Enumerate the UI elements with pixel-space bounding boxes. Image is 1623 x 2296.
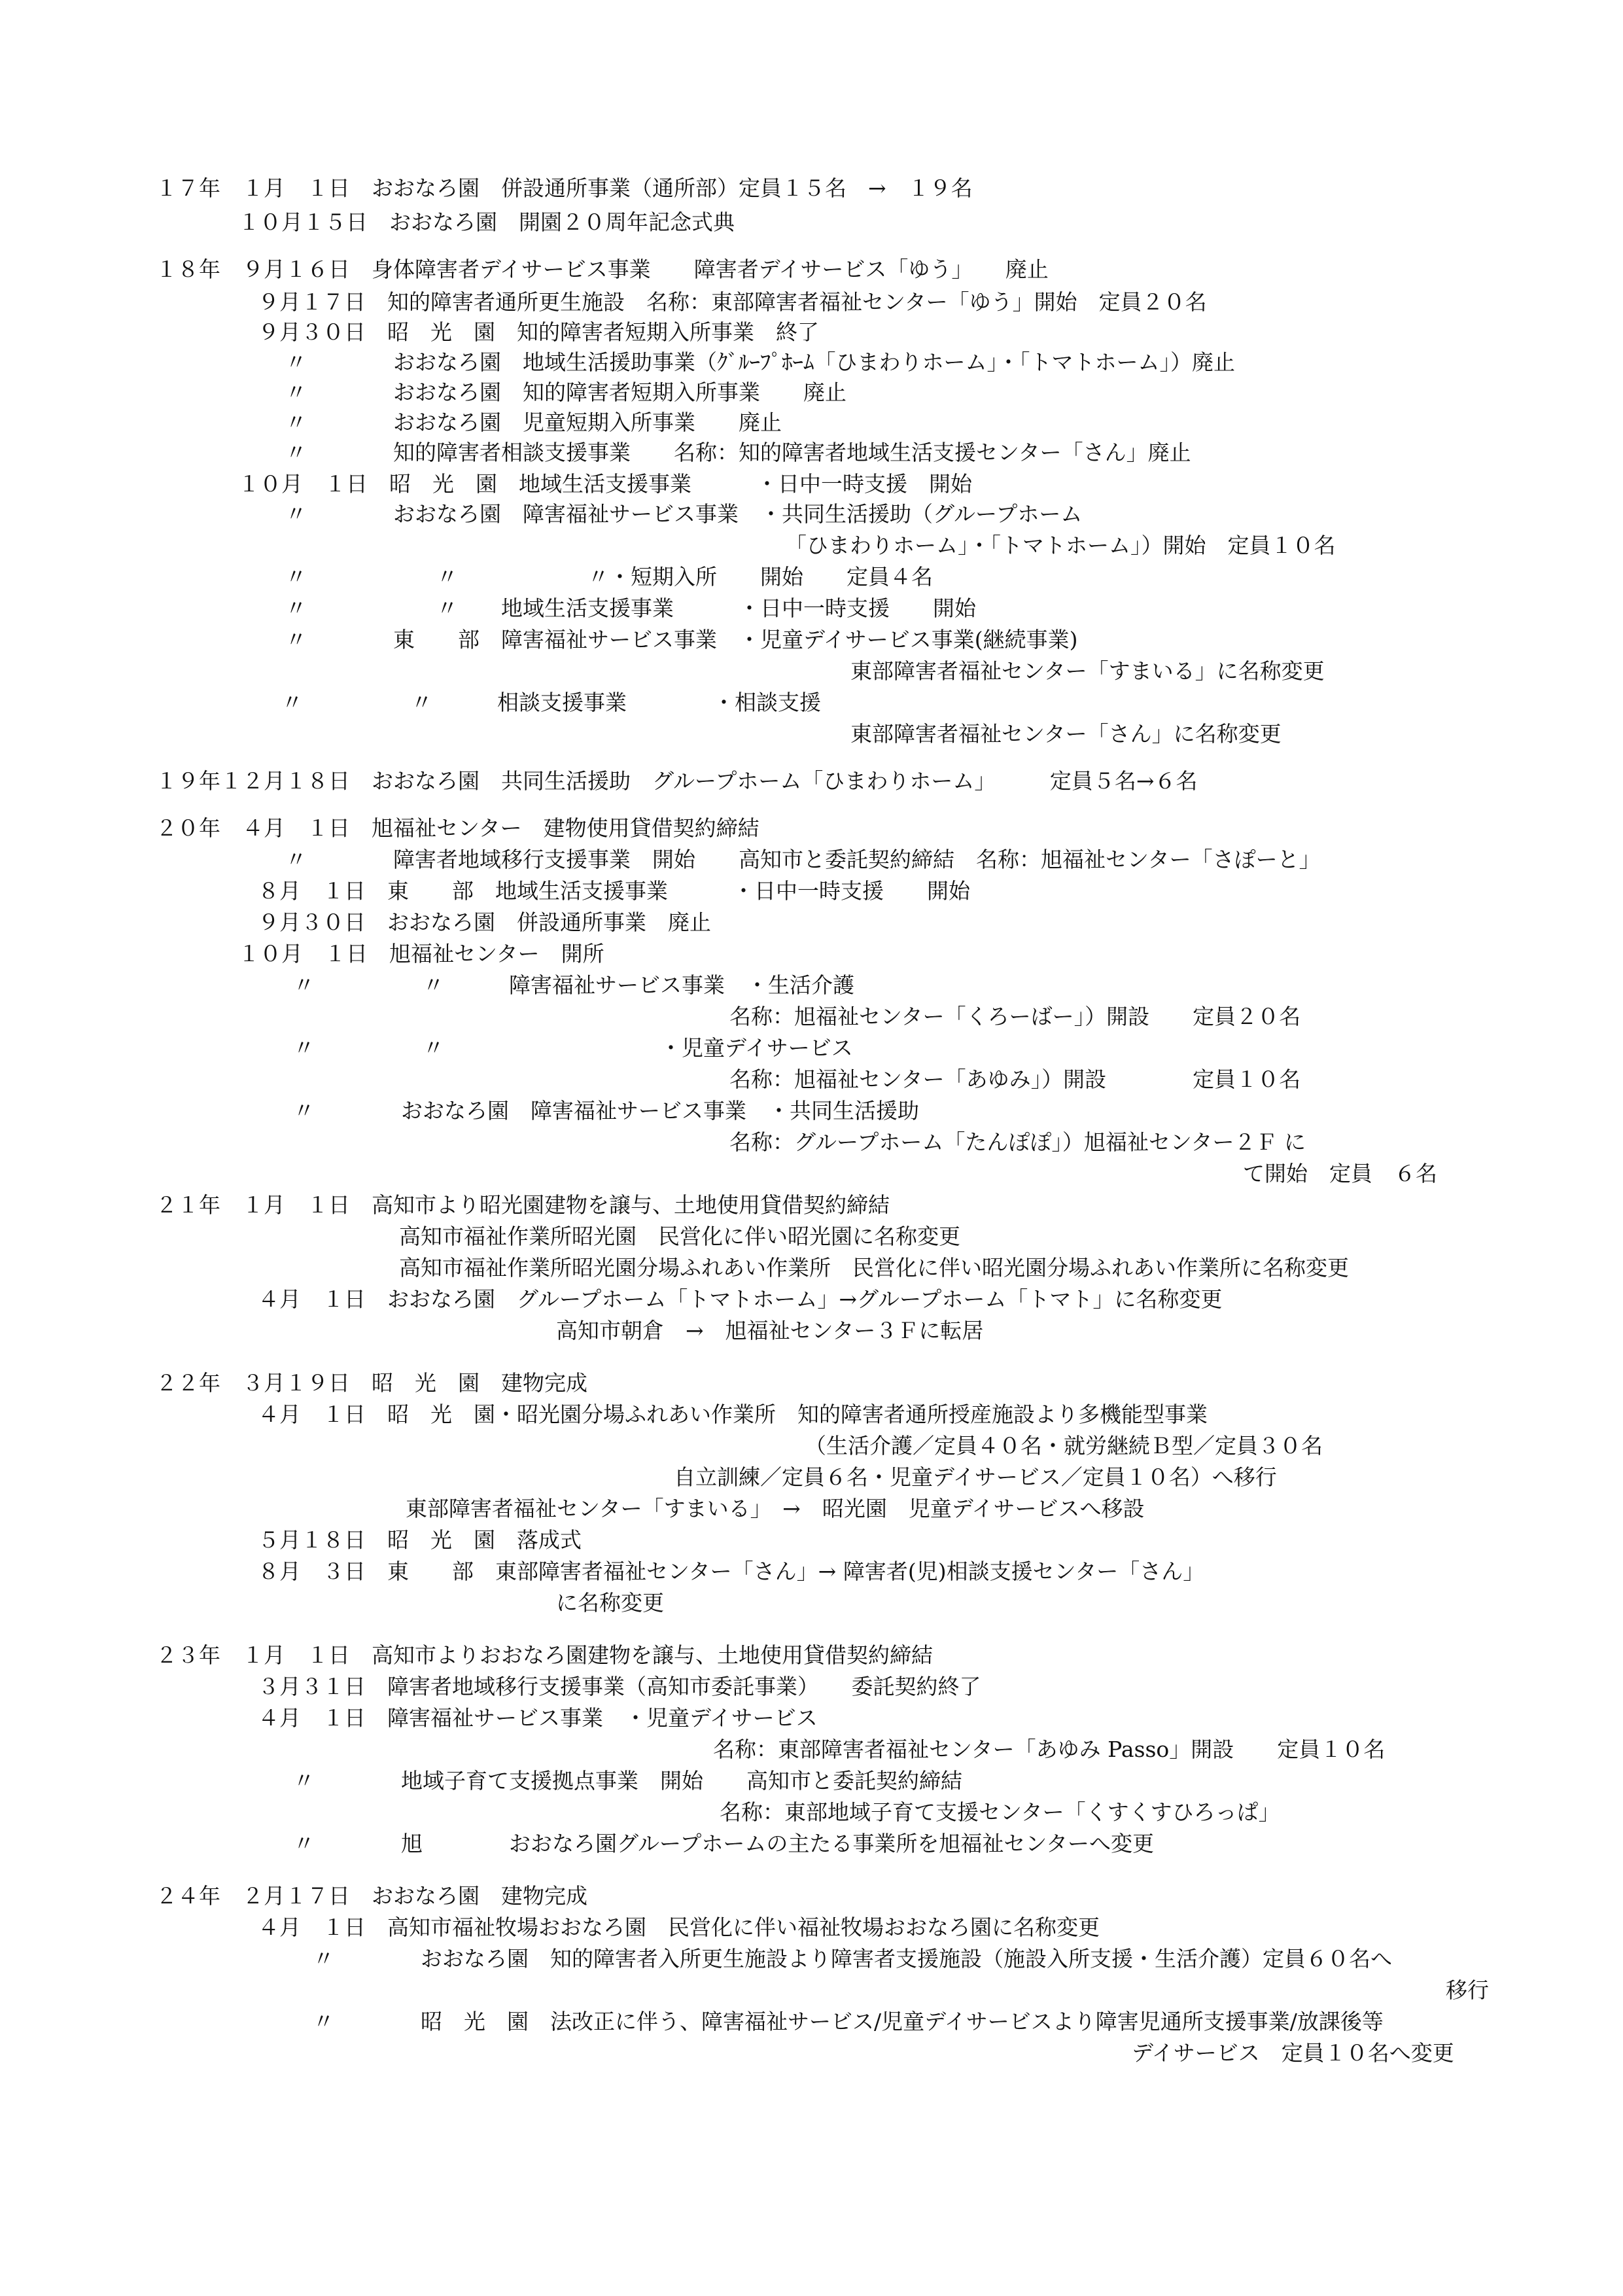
entry-line: 〃 〃 障害福祉サービス事業 ・生活介護 (293, 972, 854, 998)
entry-line: 東部障害者福祉センター「すまいる」 → 昭光園 児童デイサービスへ移設 (406, 1496, 1145, 1521)
entry-line: 名称：グループホーム「たんぽぽ」）旭福祉センター２Ｆ に (729, 1129, 1306, 1155)
entry-line: 「ひまわりホーム」・「トマトホーム」）開始 定員１０名 (785, 533, 1336, 558)
entry-line: 〃 おおなろ園 地域生活援助事業（ｸﾞﾙｰﾌﾟﾎｰﾑ「ひまわりホーム」・「トマトホーム」）廃止 (285, 349, 1235, 375)
entry-line: 〃 障害者地域移行支援事業 開始 高知市と委託契約締結 名称：旭福祉センター「さぽーと」 (285, 847, 1321, 872)
entry-line: ２３年 １月 １日 高知市よりおおなろ園建物を譲与、土地使用貸借契約締結 (156, 1642, 933, 1668)
entry-line: ８月 ３日 東 部 東部障害者福祉センター「さん」→ 障害者(児)相談支援センター「さん」 (258, 1559, 1205, 1584)
entry-line: 〃 知的障害者相談支援事業 名称：知的障害者地域生活支援センター「さん」廃止 (285, 440, 1191, 465)
entry-line: ２２年 ３月１９日 昭 光 園 建物完成 (156, 1370, 587, 1396)
entry-line: 〃 地域子育て支援拠点事業 開始 高知市と委託契約締結 (293, 1768, 962, 1793)
entry-line: ４月 １日 おおなろ園 グループホーム「トマトホーム」→グループホーム「トマト」に名称変更 (258, 1286, 1223, 1312)
entry-line: 高知市朝倉 → 旭福祉センター３Ｆに転居 (556, 1318, 984, 1343)
entry-line: デイサービス 定員１０名へ変更 (1132, 2040, 1454, 2066)
entry-line: 〃 昭 光 園 法改正に伴う、障害福祉サービス/児童デイサービスより障害児通所支援事業/放課後等 (313, 2009, 1384, 2034)
entry-line: ９月１７日 知的障害者通所更生施設 名称：東部障害者福祉センター「ゆう」開始 定員２０名 (258, 289, 1207, 315)
entry-line: 〃 〃 地域生活支援事業 ・日中一時支援 開始 (285, 595, 976, 621)
entry-line: て開始 定員 ６名 (1243, 1161, 1437, 1186)
entry-line: 〃 東 部 障害福祉サービス事業 ・児童デイサービス事業(継続事業) (285, 627, 1078, 652)
entry-line: ５月１８日 昭 光 園 落成式 (258, 1527, 582, 1553)
entry-line: １８年 ９月１６日 身体障害者デイサービス事業 障害者デイサービス「ゆう」 廃止 (156, 256, 1049, 282)
entry-line: 移行 (1446, 1977, 1489, 2003)
entry-line: 名称：東部障害者福祉センター「あゆみ Passo」開設 定員１０名 (713, 1737, 1386, 1762)
entry-line: １９年１２月１８日 おおなろ園 共同生活援助 グループホーム「ひまわりホーム」 定員５名→６名 (156, 768, 1198, 794)
entry-line: ９月３０日 おおなろ園 併設通所事業 廃止 (258, 910, 711, 935)
entry-line: 名称：東部地域子育て支援センター「くすくすひろっぱ」 (720, 1799, 1280, 1825)
entry-line: 東部障害者福祉センター「すまいる」に名称変更 (850, 658, 1325, 684)
entry-line: 名称：旭福祉センター「あゆみ」）開設 定員１０名 (729, 1067, 1301, 1092)
entry-line: に名称変更 (556, 1590, 664, 1616)
entry-line: ３月３１日 障害者地域移行支援事業（高知市委託事業） 委託契約終了 (258, 1674, 981, 1699)
entry-line: 名称：旭福祉センター「くろーばー」）開設 定員２０名 (729, 1004, 1301, 1029)
entry-line: 〃 〃 ・児童デイサービス (293, 1035, 853, 1061)
entry-line: ４月 １日 障害福祉サービス事業 ・児童デイサービス (258, 1705, 818, 1731)
entry-line: 〃 おおなろ園 知的障害者入所更生施設より障害者支援施設（施設入所支援・生活介護）定員６０名へ (313, 1946, 1392, 1971)
entry-line: １０月 １日 旭福祉センター 開所 (238, 941, 604, 966)
entry-line: ２０年 ４月 １日 旭福祉センター 建物使用貸借契約締結 (156, 815, 759, 841)
entry-line: 〃 〃 〃・短期入所 開始 定員４名 (285, 564, 933, 590)
entry-line: ９月３０日 昭 光 園 知的障害者短期入所事業 終了 (258, 319, 819, 345)
entry-line: 〃 おおなろ園 児童短期入所事業 廃止 (285, 410, 782, 435)
entry-line: 〃 おおなろ園 知的障害者短期入所事業 廃止 (285, 380, 846, 405)
entry-line: 〃 〃 相談支援事業 ・相談支援 (281, 690, 821, 715)
entry-line: 〃 おおなろ園 障害福祉サービス事業 ・共同生活援助 (293, 1098, 919, 1123)
entry-line: ８月 １日 東 部 地域生活支援事業 ・日中一時支援 開始 (258, 878, 970, 904)
entry-line: ４月 １日 昭 光 園・昭光園分場ふれあい作業所 知的障害者通所授産施設より多機能型事業 (258, 1402, 1208, 1427)
entry-line: 東部障害者福祉センター「さん」に名称変更 (850, 721, 1282, 747)
entry-line: ４月 １日 高知市福祉牧場おおなろ園 民営化に伴い福祉牧場おおなろ園に名称変更 (258, 1915, 1100, 1940)
entry-line: １０月１５日 おおなろ園 開園２０周年記念式典 (238, 209, 735, 235)
entry-line: 高知市福祉作業所昭光園 民営化に伴い昭光園に名称変更 (399, 1224, 960, 1249)
entry-line: 〃 おおなろ園 障害福祉サービス事業 ・共同生活援助（グループホーム (285, 501, 1083, 527)
entry-line: １７年 １月 １日 おおなろ園 併設通所事業（通所部）定員１５名 → １９名 (156, 175, 973, 201)
entry-line: 自立訓練／定員６名・児童デイサービス／定員１０名）へ移行 (674, 1464, 1277, 1490)
entry-line: 高知市福祉作業所昭光園分場ふれあい作業所 民営化に伴い昭光園分場ふれあい作業所に名称変更 (399, 1255, 1349, 1280)
entry-line: ２４年 ２月１７日 おおなろ園 建物完成 (156, 1883, 587, 1909)
entry-line: ２１年 １月 １日 高知市より昭光園建物を譲与、土地使用貸借契約締結 (156, 1192, 890, 1218)
entry-line: （生活介護／定員４０名・就労継続Ｂ型／定員３０名 (805, 1433, 1323, 1458)
entry-line: １０月 １日 昭 光 園 地域生活支援事業 ・日中一時支援 開始 (238, 471, 972, 497)
entry-line: 〃 旭 おおなろ園グループホームの主たる事業所を旭福祉センターへ変更 (293, 1831, 1155, 1856)
